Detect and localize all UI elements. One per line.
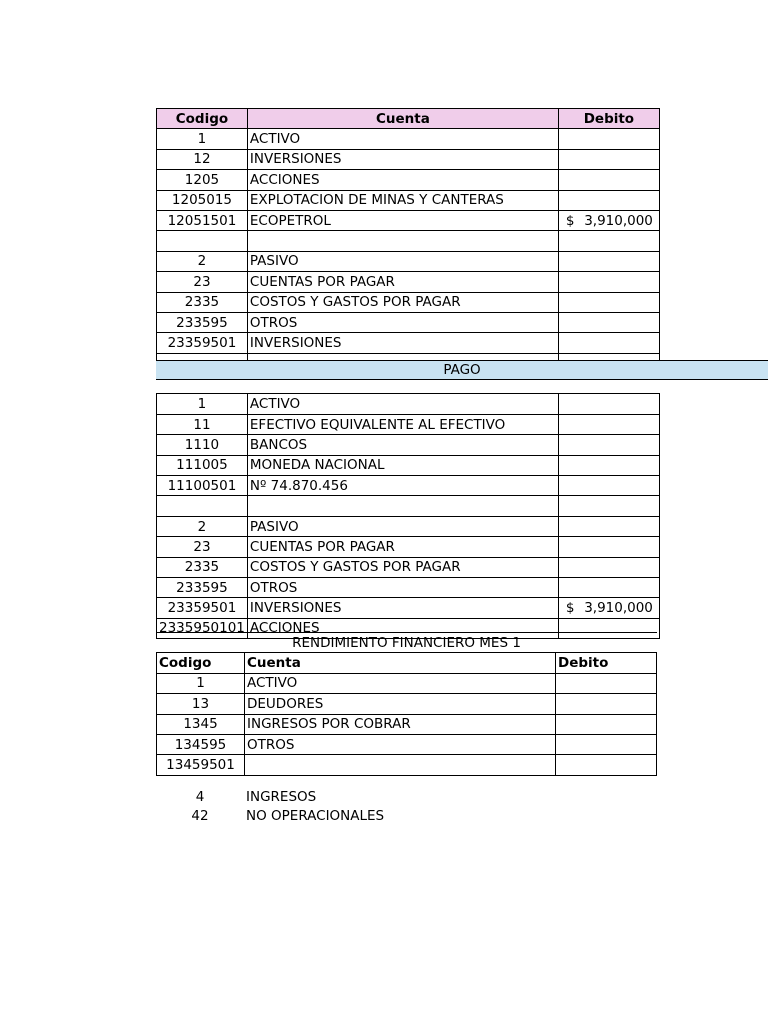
- section-asiento: [157, 129, 660, 374]
- table-row: [157, 694, 657, 714]
- currency-symbol: $: [565, 212, 575, 229]
- table-row: [157, 333, 660, 353]
- account-name: [247, 231, 558, 251]
- account-code: 1345: [157, 714, 245, 734]
- account-code: 233595: [157, 312, 248, 332]
- rendimiento-rows: [157, 673, 657, 775]
- debit-cell: [558, 577, 659, 597]
- header-cuenta: Cuenta: [245, 653, 556, 673]
- account-name: INVERSIONES: [247, 149, 558, 169]
- debit-cell: [558, 312, 659, 332]
- table-row: [157, 272, 660, 292]
- account-name: INGRESOS: [246, 788, 317, 805]
- account-code: 23359501: [157, 598, 248, 618]
- debit-cell: [556, 694, 657, 714]
- table-row: [157, 394, 660, 414]
- table-row: [157, 577, 660, 597]
- account-name: BANCOS: [247, 435, 558, 455]
- debit-cell: [558, 272, 659, 292]
- debit-cell: [558, 557, 659, 577]
- account-name: MONEDA NACIONAL: [247, 455, 558, 475]
- debit-cell: [555, 806, 656, 825]
- account-code: 1205015: [157, 190, 248, 210]
- debit-cell: [558, 455, 659, 475]
- account-code: 2335950101: [157, 618, 248, 638]
- table-row: [157, 516, 660, 536]
- account-name: PASIVO: [247, 516, 558, 536]
- header-codigo: Codigo: [157, 109, 248, 129]
- table-row: [157, 537, 660, 557]
- debit-cell: [558, 149, 659, 169]
- account-name: ACCIONES: [247, 618, 558, 638]
- debit-cell: [556, 755, 657, 775]
- table-row: [157, 496, 660, 516]
- debit-cell: [556, 673, 657, 693]
- debit-cell: [558, 394, 659, 414]
- debit-cell: [556, 714, 657, 734]
- account-code: 4: [195, 788, 205, 805]
- debit-cell: [556, 734, 657, 754]
- account-code: 111005: [157, 455, 248, 475]
- debit-cell: [558, 129, 659, 149]
- table-row: [157, 714, 657, 734]
- rendimiento-header-row: [157, 653, 657, 673]
- account-name: ACCIONES: [247, 170, 558, 190]
- section-pago: [157, 394, 660, 639]
- header-debito: Debito: [558, 109, 659, 129]
- header-cuenta: Cuenta: [247, 109, 558, 129]
- account-code: 2: [157, 516, 248, 536]
- table-row: [156, 787, 656, 806]
- debit-cell: [558, 496, 659, 516]
- account-name: OTROS: [247, 577, 558, 597]
- account-code: 23: [157, 537, 248, 557]
- table-row: [157, 455, 660, 475]
- account-code: 12051501: [157, 210, 248, 230]
- account-name: COSTOS Y GASTOS POR PAGAR: [247, 557, 558, 577]
- account-name: ECOPETROL: [247, 210, 558, 230]
- account-code: [157, 496, 248, 516]
- table-row: [157, 312, 660, 332]
- account-name: ACTIVO: [245, 673, 556, 693]
- rendimiento-title-row: [157, 633, 657, 653]
- account-code: 1: [157, 673, 245, 693]
- account-code: 23359501: [157, 333, 248, 353]
- debit-cell: [558, 210, 659, 230]
- debit-cell: [558, 292, 659, 312]
- table-row: [157, 755, 657, 775]
- account-name: PASIVO: [247, 251, 558, 271]
- account-code: 2335: [157, 292, 248, 312]
- account-code: 42: [191, 808, 209, 825]
- header-debito: Debito: [556, 653, 657, 673]
- header-row: [157, 109, 660, 129]
- currency-symbol: $: [565, 600, 575, 617]
- debit-cell: [558, 190, 659, 210]
- debit-cell: [558, 251, 659, 271]
- table-row: [157, 149, 660, 169]
- account-name: EXPLOTACION DE MINAS Y CANTERAS: [247, 190, 558, 210]
- account-name: INGRESOS POR COBRAR: [245, 714, 556, 734]
- debit-cell: [558, 476, 659, 496]
- table-row: [157, 251, 660, 271]
- account-code: 13: [157, 694, 245, 714]
- account-name: COSTOS Y GASTOS POR PAGAR: [247, 292, 558, 312]
- account-code: 2: [157, 251, 248, 271]
- header-codigo: Codigo: [157, 653, 245, 673]
- account-code: 2335: [157, 557, 248, 577]
- table-row: [156, 806, 656, 825]
- account-code: 23: [157, 272, 248, 292]
- account-name: INVERSIONES: [247, 598, 558, 618]
- account-code: 11: [157, 414, 248, 434]
- account-name: CUENTAS POR PAGAR: [247, 537, 558, 557]
- table-row: [157, 292, 660, 312]
- debit-cell: [558, 333, 659, 353]
- account-name: Nº 74.870.456: [247, 476, 558, 496]
- account-name: INVERSIONES: [247, 333, 558, 353]
- table-row: [157, 435, 660, 455]
- table-row: [157, 598, 660, 618]
- account-name: NO OPERACIONALES: [246, 808, 385, 825]
- account-code: [157, 231, 248, 251]
- account-name: EFECTIVO EQUIVALENTE AL EFECTIVO: [247, 414, 558, 434]
- debit-cell: [558, 414, 659, 434]
- account-name: OTROS: [245, 734, 556, 754]
- account-code: 1110: [157, 435, 248, 455]
- debit-value: 3,910,000: [584, 212, 653, 229]
- account-code: 12: [157, 149, 248, 169]
- account-code: 1205: [157, 170, 248, 190]
- table-row: [157, 129, 660, 149]
- debit-cell: [558, 435, 659, 455]
- account-code: 11100501: [157, 476, 248, 496]
- table-row: [157, 414, 660, 434]
- account-name: OTROS: [247, 312, 558, 332]
- debit-value: 3,910,000: [584, 600, 653, 617]
- account-name: ACTIVO: [247, 129, 558, 149]
- table-row: [157, 734, 657, 754]
- debit-cell: [558, 231, 659, 251]
- table-row: [157, 231, 660, 251]
- account-code: 13459501: [157, 755, 245, 775]
- rendimiento-title: RENDIMIENTO FINANCIERO MES 1: [157, 633, 657, 653]
- debit-cell: [558, 598, 659, 618]
- pago-label: PAGO: [443, 362, 481, 378]
- account-name: CUENTAS POR PAGAR: [247, 272, 558, 292]
- pago-banner: [156, 360, 768, 380]
- account-code: 134595: [157, 734, 245, 754]
- account-code: 1: [157, 129, 248, 149]
- debit-cell: [555, 787, 656, 806]
- debit-cell: [558, 537, 659, 557]
- table-row: [157, 190, 660, 210]
- loose-rows: [156, 787, 656, 826]
- account-name: [245, 755, 556, 775]
- debit-cell: [558, 170, 659, 190]
- account-name: DEUDORES: [245, 694, 556, 714]
- table-row: [157, 476, 660, 496]
- account-name: ACTIVO: [247, 394, 558, 414]
- debit-cell: [558, 516, 659, 536]
- rendimiento-table: [156, 632, 657, 776]
- account-code: 233595: [157, 577, 248, 597]
- table-row: [157, 210, 660, 230]
- table-row: [157, 170, 660, 190]
- table-row: [157, 557, 660, 577]
- account-code: 1: [157, 394, 248, 414]
- account-name: [247, 496, 558, 516]
- table-row: [157, 673, 657, 693]
